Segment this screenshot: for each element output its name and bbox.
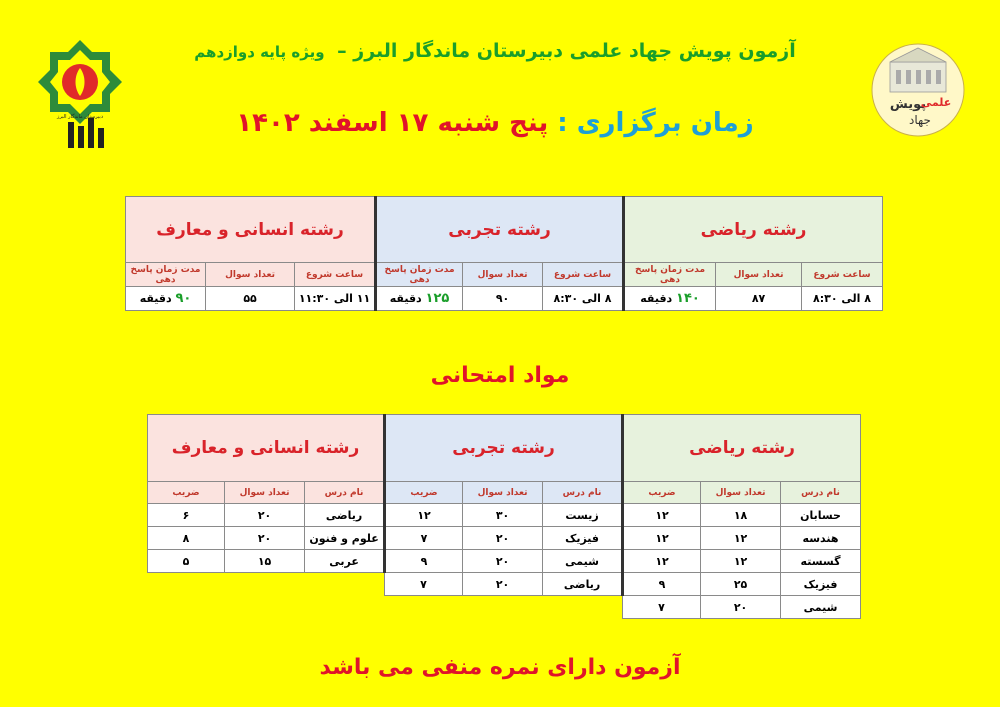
subject-row [148,527,861,550]
col-start-time: ساعت شروع [802,263,883,287]
col-question-count: تعداد سوال [225,482,305,504]
col-subject-name: نام درس [781,482,861,504]
schedule-header-ensani: رشته انسانی و معارف [126,197,376,263]
question-count: ۱۸ [701,504,781,527]
col-subject-name: نام درس [543,482,623,504]
duration-number: ۱۴۰ [676,291,700,306]
coefficient: ۱۲ [385,504,463,527]
school-logo [38,38,122,150]
question-count-value: ۹۰ [463,287,543,311]
title-separator: – [337,40,347,62]
col-duration: مدت زمان پاسخ دهی [376,263,463,287]
question-count: ۱۲ [701,550,781,573]
subjects-header-tajrobi: رشته تجربی [385,415,623,482]
col-start-time: ساعت شروع [543,263,624,287]
coefficient: ۸ [148,527,225,550]
col-question-count: تعداد سوال [463,482,543,504]
empty-fill [148,573,385,596]
coefficient: ۱۲ [623,527,701,550]
question-count: ۱۵ [225,550,305,573]
question-count: ۲۰ [463,573,543,596]
duration-unit: دقیقه [139,292,172,305]
coefficient: ۹ [385,550,463,573]
page-title [150,40,840,62]
subject-name: ریاضی [305,504,385,527]
col-question-count: تعداد سوال [716,263,802,287]
col-question-count: تعداد سوال [206,263,295,287]
col-duration: مدت زمان پاسخ دهی [624,263,716,287]
date-label: زمان برگزاری : [557,108,754,138]
duration-number: ۱۲۵ [425,291,450,306]
duration-value [126,287,206,311]
col-duration: مدت زمان پاسخ دهی [126,263,206,287]
schedule-header-riazi: رشته ریاضی [624,197,883,263]
schedule-header-tajrobi: رشته تجربی [376,197,624,263]
empty-fill [148,596,623,619]
subject-name: حسابان [781,504,861,527]
coefficient: ۷ [623,596,701,619]
schedule-table [125,196,883,311]
subject-name: ریاضی [543,573,623,596]
subject-name: گسسته [781,550,861,573]
date-value: پنج شنبه ۱۷ اسفند ۱۴۰۲ [236,108,549,138]
col-coefficient: ضریب [385,482,463,504]
subject-name: علوم و فنون [305,527,385,550]
subject-name: هندسه [781,527,861,550]
subject-row [148,596,861,619]
start-time-value: ۸ الی ۸:۳۰ [802,287,883,311]
subject-name: عربی [305,550,385,573]
negative-marking-notice: آزمون دارای نمره منفی می باشد [319,655,681,680]
question-count-value: ۸۷ [716,287,802,311]
logo-word-jahad: جهاد [909,113,931,127]
coefficient: ۶ [148,504,225,527]
logo-word-elmi: علمی [920,96,952,109]
jahad-elmi-logo [868,40,968,140]
question-count: ۲۰ [463,550,543,573]
col-subject-name: نام درس [305,482,385,504]
col-question-count: تعداد سوال [463,263,543,287]
start-time-value: ۱۱ الی ۱۱:۳۰ [295,287,376,311]
col-question-count: تعداد سوال [701,482,781,504]
subject-name: زیست [543,504,623,527]
subject-name: شیمی [543,550,623,573]
title-main: آزمون پویش جهاد علمی دبیرستان ماندگار البرز [353,40,796,62]
exam-date-line [150,108,840,138]
title-subtitle: ویژه پایه دوازدهم [194,43,325,61]
subject-name: شیمی [781,596,861,619]
question-count: ۲۰ [225,504,305,527]
duration-unit: دقیقه [389,292,422,305]
subject-name: فیزیک [543,527,623,550]
coefficient: ۱۲ [623,550,701,573]
question-count: ۲۰ [701,596,781,619]
question-count: ۱۲ [701,527,781,550]
question-count: ۲۵ [701,573,781,596]
duration-value [624,287,716,311]
subjects-header-riazi: رشته ریاضی [623,415,861,482]
subjects-heading: مواد امتحانی [430,363,570,388]
coefficient: ۹ [623,573,701,596]
subjects-header-ensani: رشته انسانی و معارف [148,415,385,482]
question-count: ۲۰ [225,527,305,550]
coefficient: ۷ [385,527,463,550]
col-start-time: ساعت شروع [295,263,376,287]
question-count: ۳۰ [463,504,543,527]
subject-row [148,573,861,596]
subjects-table [147,414,861,619]
logo-word-pouyesh: پویش [889,97,927,112]
question-count: ۲۰ [463,527,543,550]
duration-unit: دقیقه [640,292,673,305]
coefficient: ۵ [148,550,225,573]
question-count-value: ۵۵ [206,287,295,311]
col-coefficient: ضریب [623,482,701,504]
subject-row [148,550,861,573]
school-logo-caption: دبیرستان ماندگار البرز [56,114,104,120]
subject-name: فیزیک [781,573,861,596]
duration-number: ۹۰ [175,291,192,306]
duration-value [376,287,463,311]
coefficient: ۱۲ [623,504,701,527]
start-time-value: ۸ الی ۸:۳۰ [543,287,624,311]
subject-row [148,504,861,527]
coefficient: ۷ [385,573,463,596]
col-coefficient: ضریب [148,482,225,504]
